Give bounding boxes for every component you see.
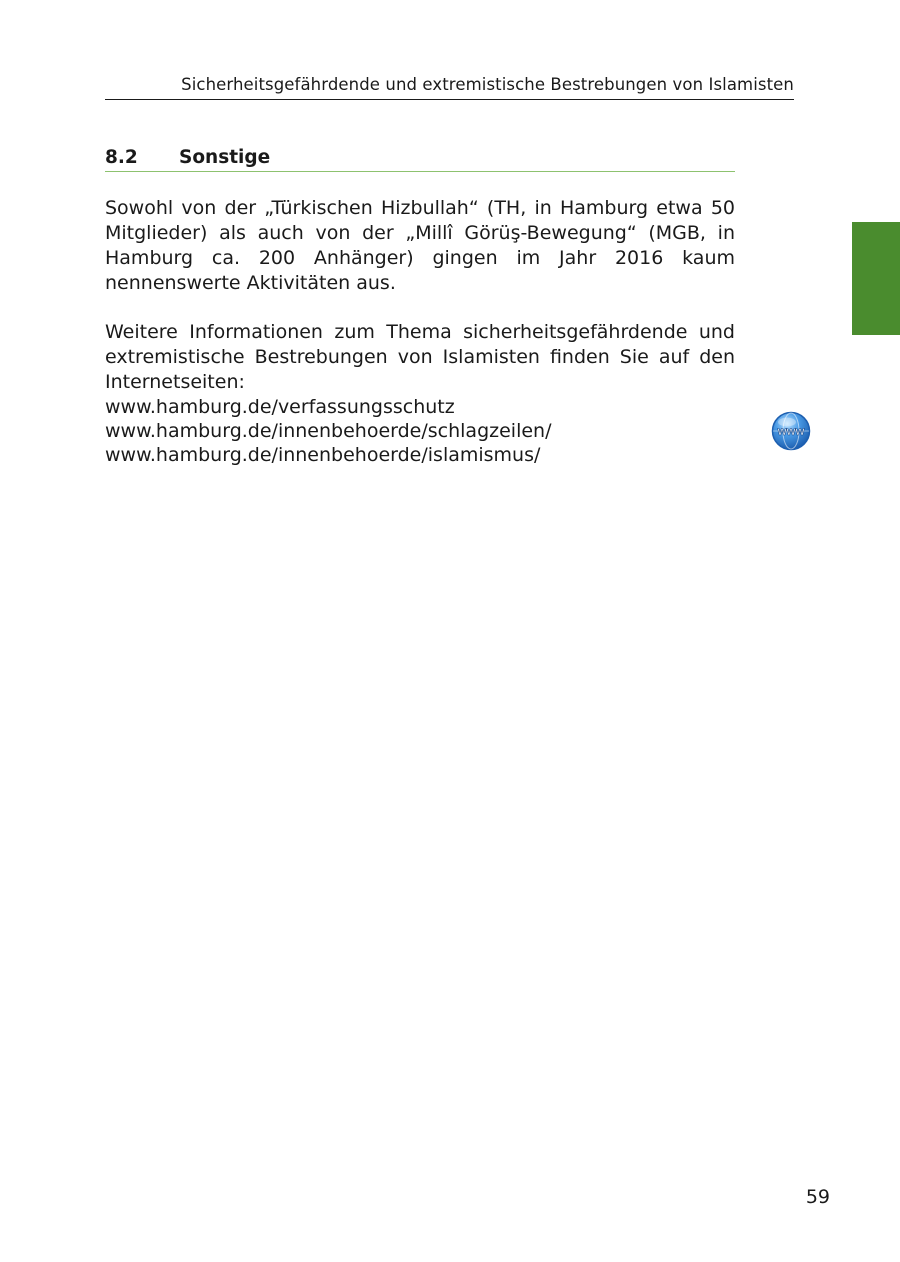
globe-www-icon — [771, 411, 811, 451]
chapter-marker-tab — [852, 222, 900, 335]
link-verfassungsschutz[interactable]: www.hamburg.de/verfassungsschutz — [105, 396, 455, 418]
link-list — [105, 395, 735, 467]
link-schlagzeilen[interactable]: www.hamburg.de/innenbehoerde/schlagzeilen/ — [105, 420, 552, 442]
running-header: Sicherheitsgefährdende und extremistische Bestrebungen von Islamisten — [105, 74, 794, 100]
paragraph-further-info: Weitere Informationen zum Thema sicherheitsgefährdende und extremistische Bestrebungen von Islamisten finden Sie auf den Internetseiten: — [105, 321, 735, 393]
page-number: 59 — [805, 1186, 830, 1208]
paragraph-activities: Sowohl von der „Türkischen Hizbullah“ (TH, in Hamburg etwa 50 Mitglieder) als auch von der „Millî Görüş-Bewegung“ (MGB, in Hamburg ca. 200 Anhänger) gingen im Jahr 2016 kaum nennenswerte Aktivitäten aus. — [105, 197, 735, 294]
section-title: Sonstige — [179, 147, 271, 168]
section-heading — [105, 145, 735, 172]
www-icon-label: www — [777, 426, 805, 438]
link-islamismus[interactable]: www.hamburg.de/innenbehoerde/islamismus/ — [105, 444, 541, 466]
section-number: 8.2 — [105, 147, 138, 168]
